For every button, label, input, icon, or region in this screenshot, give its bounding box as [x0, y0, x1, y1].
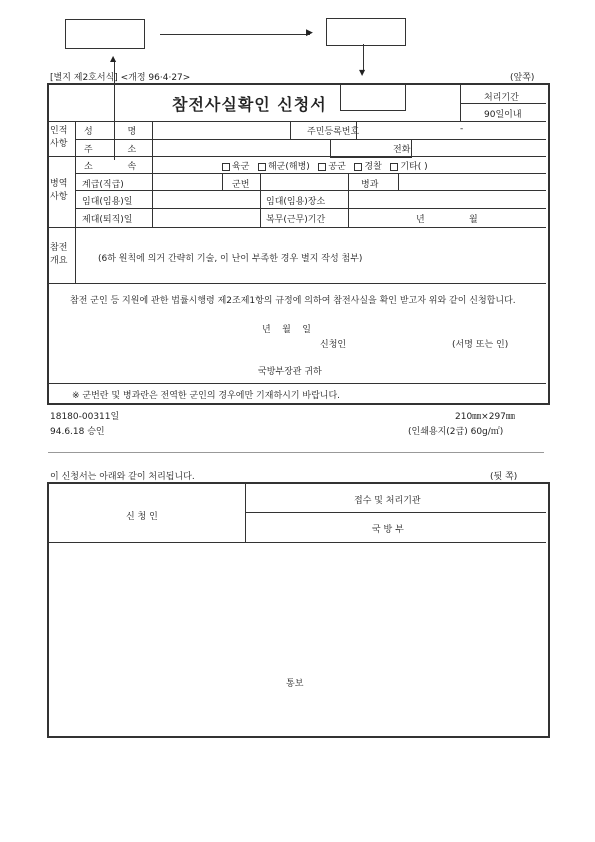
checkbox-icon: [258, 163, 266, 171]
row-line-address: [49, 156, 546, 157]
service-no-label: 군번: [232, 180, 250, 190]
name-label: 성 명: [84, 127, 137, 137]
arrow-up-icon: ▲: [110, 54, 117, 63]
page-side-back: (뒷 쪽): [490, 472, 518, 482]
back-row-line: [49, 542, 546, 543]
rrn-col-line: [290, 121, 291, 139]
page-separator: [48, 452, 544, 453]
declaration-text: 참전 군인 등 지원에 관한 법률시행령 제2조제1항의 규정에 의하여 참전사실을 확인 받고자 위와 같이 신청합니다.: [70, 296, 516, 306]
back-notify: 통보: [286, 679, 304, 689]
military-section-label: 병역 사항: [50, 179, 68, 202]
phone-label: 전화: [393, 145, 411, 155]
arrow-right-icon: ▶: [306, 28, 313, 38]
flow-box-applicant: [65, 19, 145, 49]
unit-label: 소 속: [84, 162, 137, 172]
enlist-date-label: 임대(임용)일: [82, 197, 133, 207]
signature-label[interactable]: (서명 또는 인): [452, 340, 509, 350]
flow-arrow-line: [160, 34, 310, 35]
back-form: [47, 482, 550, 738]
declaration-date[interactable]: 년 월 일: [262, 325, 311, 335]
rrn-label: 주민등록번호: [307, 127, 360, 137]
section-col-line: [75, 121, 76, 283]
discharge-label: 제대(퇴직)일: [82, 215, 133, 225]
enlist-place-label: 임대(임용)장소: [266, 197, 326, 207]
checkbox-icon: [354, 163, 362, 171]
footer-code: 18180-00311일: [50, 412, 120, 422]
flow-box-ministry: [326, 18, 406, 46]
checkbox-icon: [318, 163, 326, 171]
footer-paper: (인쇄용지(2급) 60g/㎡): [408, 427, 504, 437]
branch-airforce[interactable]: 공군: [318, 162, 345, 172]
overview-section-label: 참전 개요: [50, 243, 68, 266]
branch-options: [222, 159, 428, 172]
branch-navy[interactable]: 해군(해병): [258, 162, 310, 172]
service-period-label: 복무(근무)기간: [266, 215, 326, 225]
address-label: 주 소: [84, 145, 137, 155]
applicant-label: 신청인: [320, 340, 347, 350]
arrow-down-icon: ▼: [359, 68, 366, 77]
branch-other[interactable]: 기타( ): [390, 162, 427, 172]
form-note: ※ 군번란 및 병과란은 전역한 군인의 경우에만 기재하시기 바랍니다.: [72, 391, 341, 401]
back-agency: 국 방 부: [372, 525, 404, 535]
rrn-dash: -: [460, 124, 464, 134]
back-intro: 이 신청서는 아래와 같이 처리됩니다.: [50, 472, 195, 482]
specialty-col: [348, 173, 349, 190]
specialty-label: 병과: [361, 180, 379, 190]
page-side-front: (앞쪽): [510, 73, 535, 83]
row-line-name: [75, 139, 546, 140]
branch-army[interactable]: 육군: [222, 162, 249, 172]
period-years: 년: [416, 215, 425, 225]
row-line-rank: [75, 190, 546, 191]
row-line-overview: [49, 283, 546, 284]
processing-label: 처리기간: [484, 93, 519, 103]
row-line-enlist: [75, 208, 546, 209]
processing-hline: [460, 103, 546, 104]
processing-value: 90일이내: [484, 110, 522, 120]
label-col-line: [152, 121, 153, 227]
specialty-col-2: [398, 173, 399, 190]
period-months: 월: [469, 215, 478, 225]
title-overlay-box: [340, 83, 406, 111]
row-line-declaration: [49, 383, 546, 384]
service-no-col: [222, 173, 223, 190]
branch-police[interactable]: 경찰: [354, 162, 381, 172]
rrn-col-line-2: [356, 121, 357, 139]
back-agency-label: 접수 및 처리기관: [354, 496, 421, 506]
row-line-discharge: [49, 227, 546, 228]
form-title: 참전사실확인 신청서: [172, 95, 327, 114]
back-row-line-mid: [245, 512, 546, 513]
form-number: [별지 제2호서식] <개정 96·4·27>: [50, 73, 191, 83]
back-applicant: 신 청 인: [126, 512, 158, 522]
footer-size: 210㎜×297㎜: [455, 412, 515, 422]
footer-approval: 94.6.18 승인: [50, 427, 105, 437]
service-no-col-2: [260, 173, 261, 190]
rank-label: 계급(직급): [82, 180, 124, 190]
addressee: 국방부장관 귀하: [258, 367, 322, 377]
checkbox-icon: [222, 163, 230, 171]
overview-hint[interactable]: (6하 원칙에 의거 간략히 기술, 이 난이 부족한 경우 별지 작성 첨부): [98, 254, 363, 264]
row-line-unit: [75, 173, 546, 174]
checkbox-icon: [390, 163, 398, 171]
personal-section-label: 인적 사항: [50, 126, 68, 149]
row-line-title: [49, 121, 546, 122]
